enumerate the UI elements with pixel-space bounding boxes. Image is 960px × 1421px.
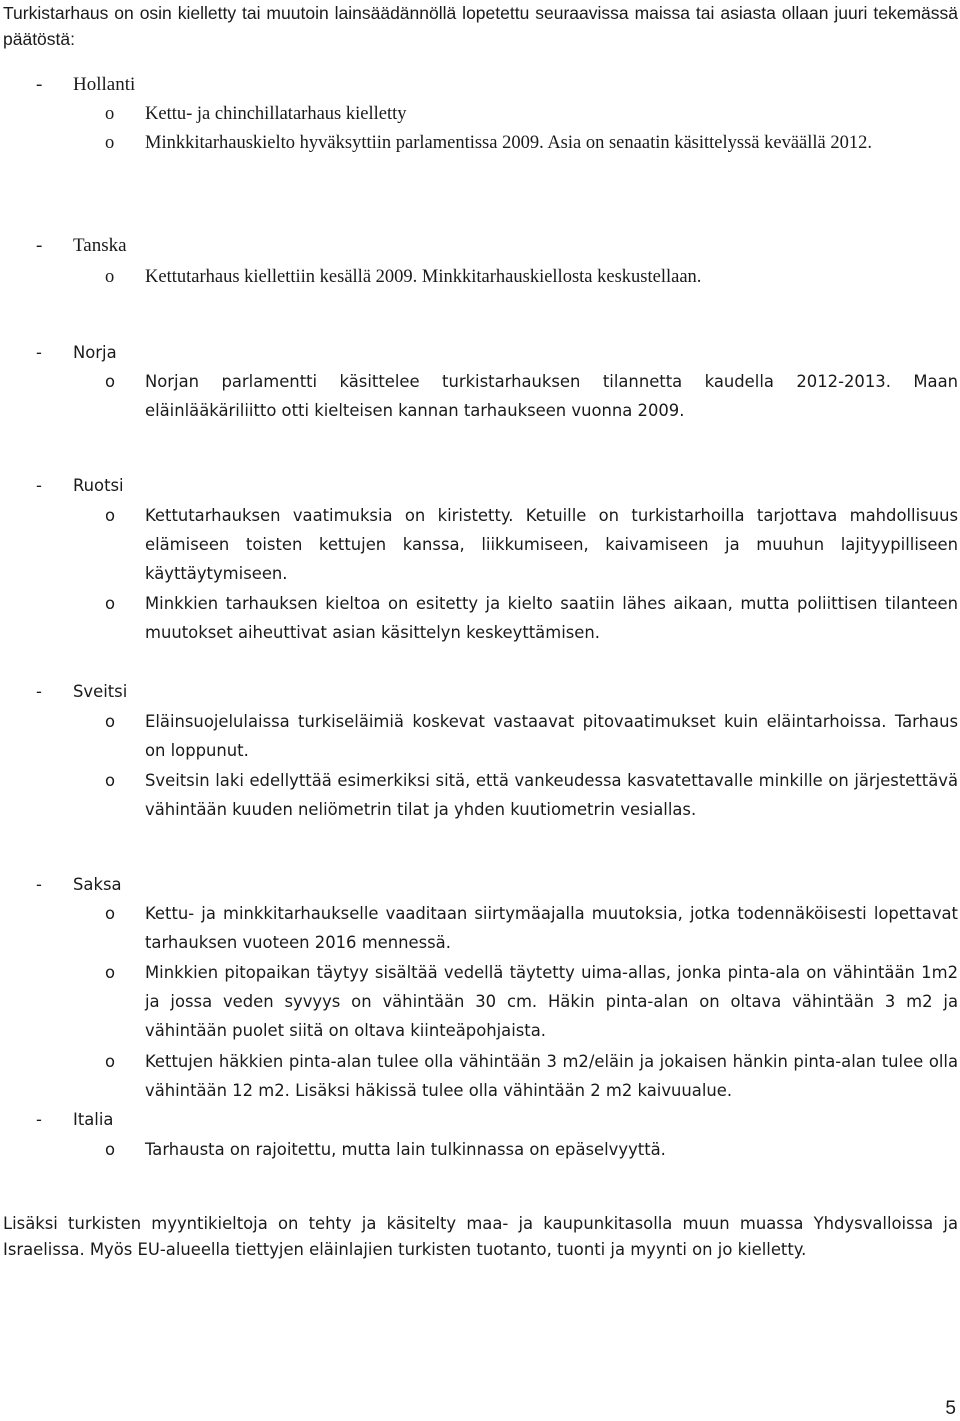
- dash-marker: -: [36, 235, 43, 256]
- list-item: [105, 263, 958, 292]
- list-item: [105, 899, 958, 957]
- list-item: [105, 707, 958, 765]
- dash-marker: -: [36, 476, 42, 495]
- bullet-marker: o: [105, 1052, 116, 1071]
- list-item-text: Kettu- ja minkkitarhaukselle vaaditaan siirtymäajalla muutoksia, jotka todennäköisesti lopettavat tarhauksen vuoteen 2016 mennessä.: [145, 904, 958, 952]
- bullet-marker: o: [105, 506, 116, 525]
- closing-paragraph: Lisäksi turkisten myyntikieltoja on tehty ja käsitelty maa- ja kaupunkitasolla muun muassa Yhdysvalloissa ja Israelissa. Myös EU-alueella tiettyjen eläinlajien turkisten tuotanto, tuonti ja myynti on jo kielletty.: [3, 1214, 958, 1259]
- bullet-marker: o: [105, 904, 116, 923]
- list-item-text: Norjan parlamentti käsittelee turkistarhauksen tilannetta kaudella 2012-2013. Maan eläinlääkäriliitto otti kielteisen kannan tarhaukseen vuonna 2009.: [145, 372, 958, 420]
- bullet-marker: o: [105, 963, 116, 982]
- dash-marker: -: [36, 875, 42, 894]
- list-item: [105, 766, 958, 824]
- dash-marker: -: [36, 682, 42, 701]
- country-name: Tanska: [73, 235, 127, 256]
- country-name: Sveitsi: [73, 682, 128, 701]
- bullet-marker: o: [105, 712, 116, 731]
- intro-paragraph: Turkistarhaus on osin kielletty tai muutoin lainsäädännöllä lopetettu seuraavissa maissa tai asiasta ollaan juuri tekemässä päätöstä:: [3, 3, 958, 49]
- list-item-text: Sveitsin laki edellyttää esimerkiksi sitä, että vankeudessa kasvatettavalle minkille on järjestettävä vähintään kuuden neliömetrin tilat ja yhden kuutiometrin vesiallas.: [145, 771, 958, 819]
- bullet-marker: o: [105, 372, 116, 391]
- country-name: Saksa: [73, 875, 122, 894]
- bullet-marker: o: [105, 771, 116, 790]
- list-item-text: Kettu- ja chinchillatarhaus kielletty: [145, 104, 407, 124]
- page-number: 5: [945, 1398, 956, 1419]
- bullet-marker: o: [105, 594, 116, 613]
- list-item: [105, 100, 958, 129]
- list-item: [105, 1135, 958, 1164]
- list-item: [105, 589, 958, 647]
- country-name: Italia: [73, 1110, 114, 1129]
- dash-marker: -: [36, 1110, 42, 1129]
- country-name: Norja: [73, 343, 117, 362]
- list-item: [105, 501, 958, 588]
- list-item-text: Kettutarhaus kiellettiin kesällä 2009. Minkkitarhauskiellosta keskustellaan.: [145, 267, 702, 287]
- list-item-text: Minkkien tarhauksen kieltoa on esitetty ja kielto saatiin lähes aikaan, mutta poliittisen tilanteen muutokset aiheuttivat asian käsittelyn keskeyttämisen.: [145, 594, 958, 642]
- bullet-marker: o: [105, 1140, 116, 1159]
- list-item-text: Eläinsuojelulaissa turkiseläimiä koskevat vastaavat pitovaatimukset kuin eläintarhoissa. Tarhaus on loppunut.: [145, 712, 958, 760]
- list-item: [105, 367, 958, 425]
- country-name: Ruotsi: [73, 476, 124, 495]
- bullet-marker: o: [105, 133, 115, 153]
- country-name: Hollanti: [73, 74, 136, 95]
- dash-marker: -: [36, 74, 43, 95]
- dash-marker: -: [36, 343, 42, 362]
- bullet-marker: o: [105, 104, 115, 124]
- list-item-text: Kettutarhauksen vaatimuksia on kiristetty. Ketuille on turkistarhoilla tarjottava mahdollisuus elämiseen toisten kettujen kanssa, liikkumiseen, kaivamiseen ja muuhun lajityypilliseen käyttäytymiseen.: [145, 506, 958, 583]
- list-item-text: Minkkitarhauskielto hyväksyttiin parlamentissa 2009. Asia on senaatin käsittelyssä keväällä 2012.: [145, 133, 873, 153]
- list-item-text: Kettujen häkkien pinta-alan tulee olla vähintään 3 m2/eläin ja jokaisen hänkin pinta-alan tulee olla vähintään 12 m2. Lisäksi häkissä tulee olla vähintään 2 m2 kaivuualue.: [145, 1052, 958, 1100]
- list-item: [105, 129, 958, 158]
- list-item-text: Tarhausta on rajoitettu, mutta lain tulkinnassa on epäselvyyttä.: [145, 1140, 666, 1159]
- list-item: [105, 1047, 958, 1105]
- bullet-marker: o: [105, 267, 115, 287]
- list-item-text: Minkkien pitopaikan täytyy sisältää vedellä täytetty uima-allas, jonka pinta-ala on vähintään 1m2 ja jossa veden syvyys on vähintään 30 cm. Häkin pinta-alan on oltava vähintään 3 m2 ja vähintään puolet siitä on oltava kiinteäpohjaista.: [145, 963, 958, 1040]
- list-item: [105, 958, 958, 1045]
